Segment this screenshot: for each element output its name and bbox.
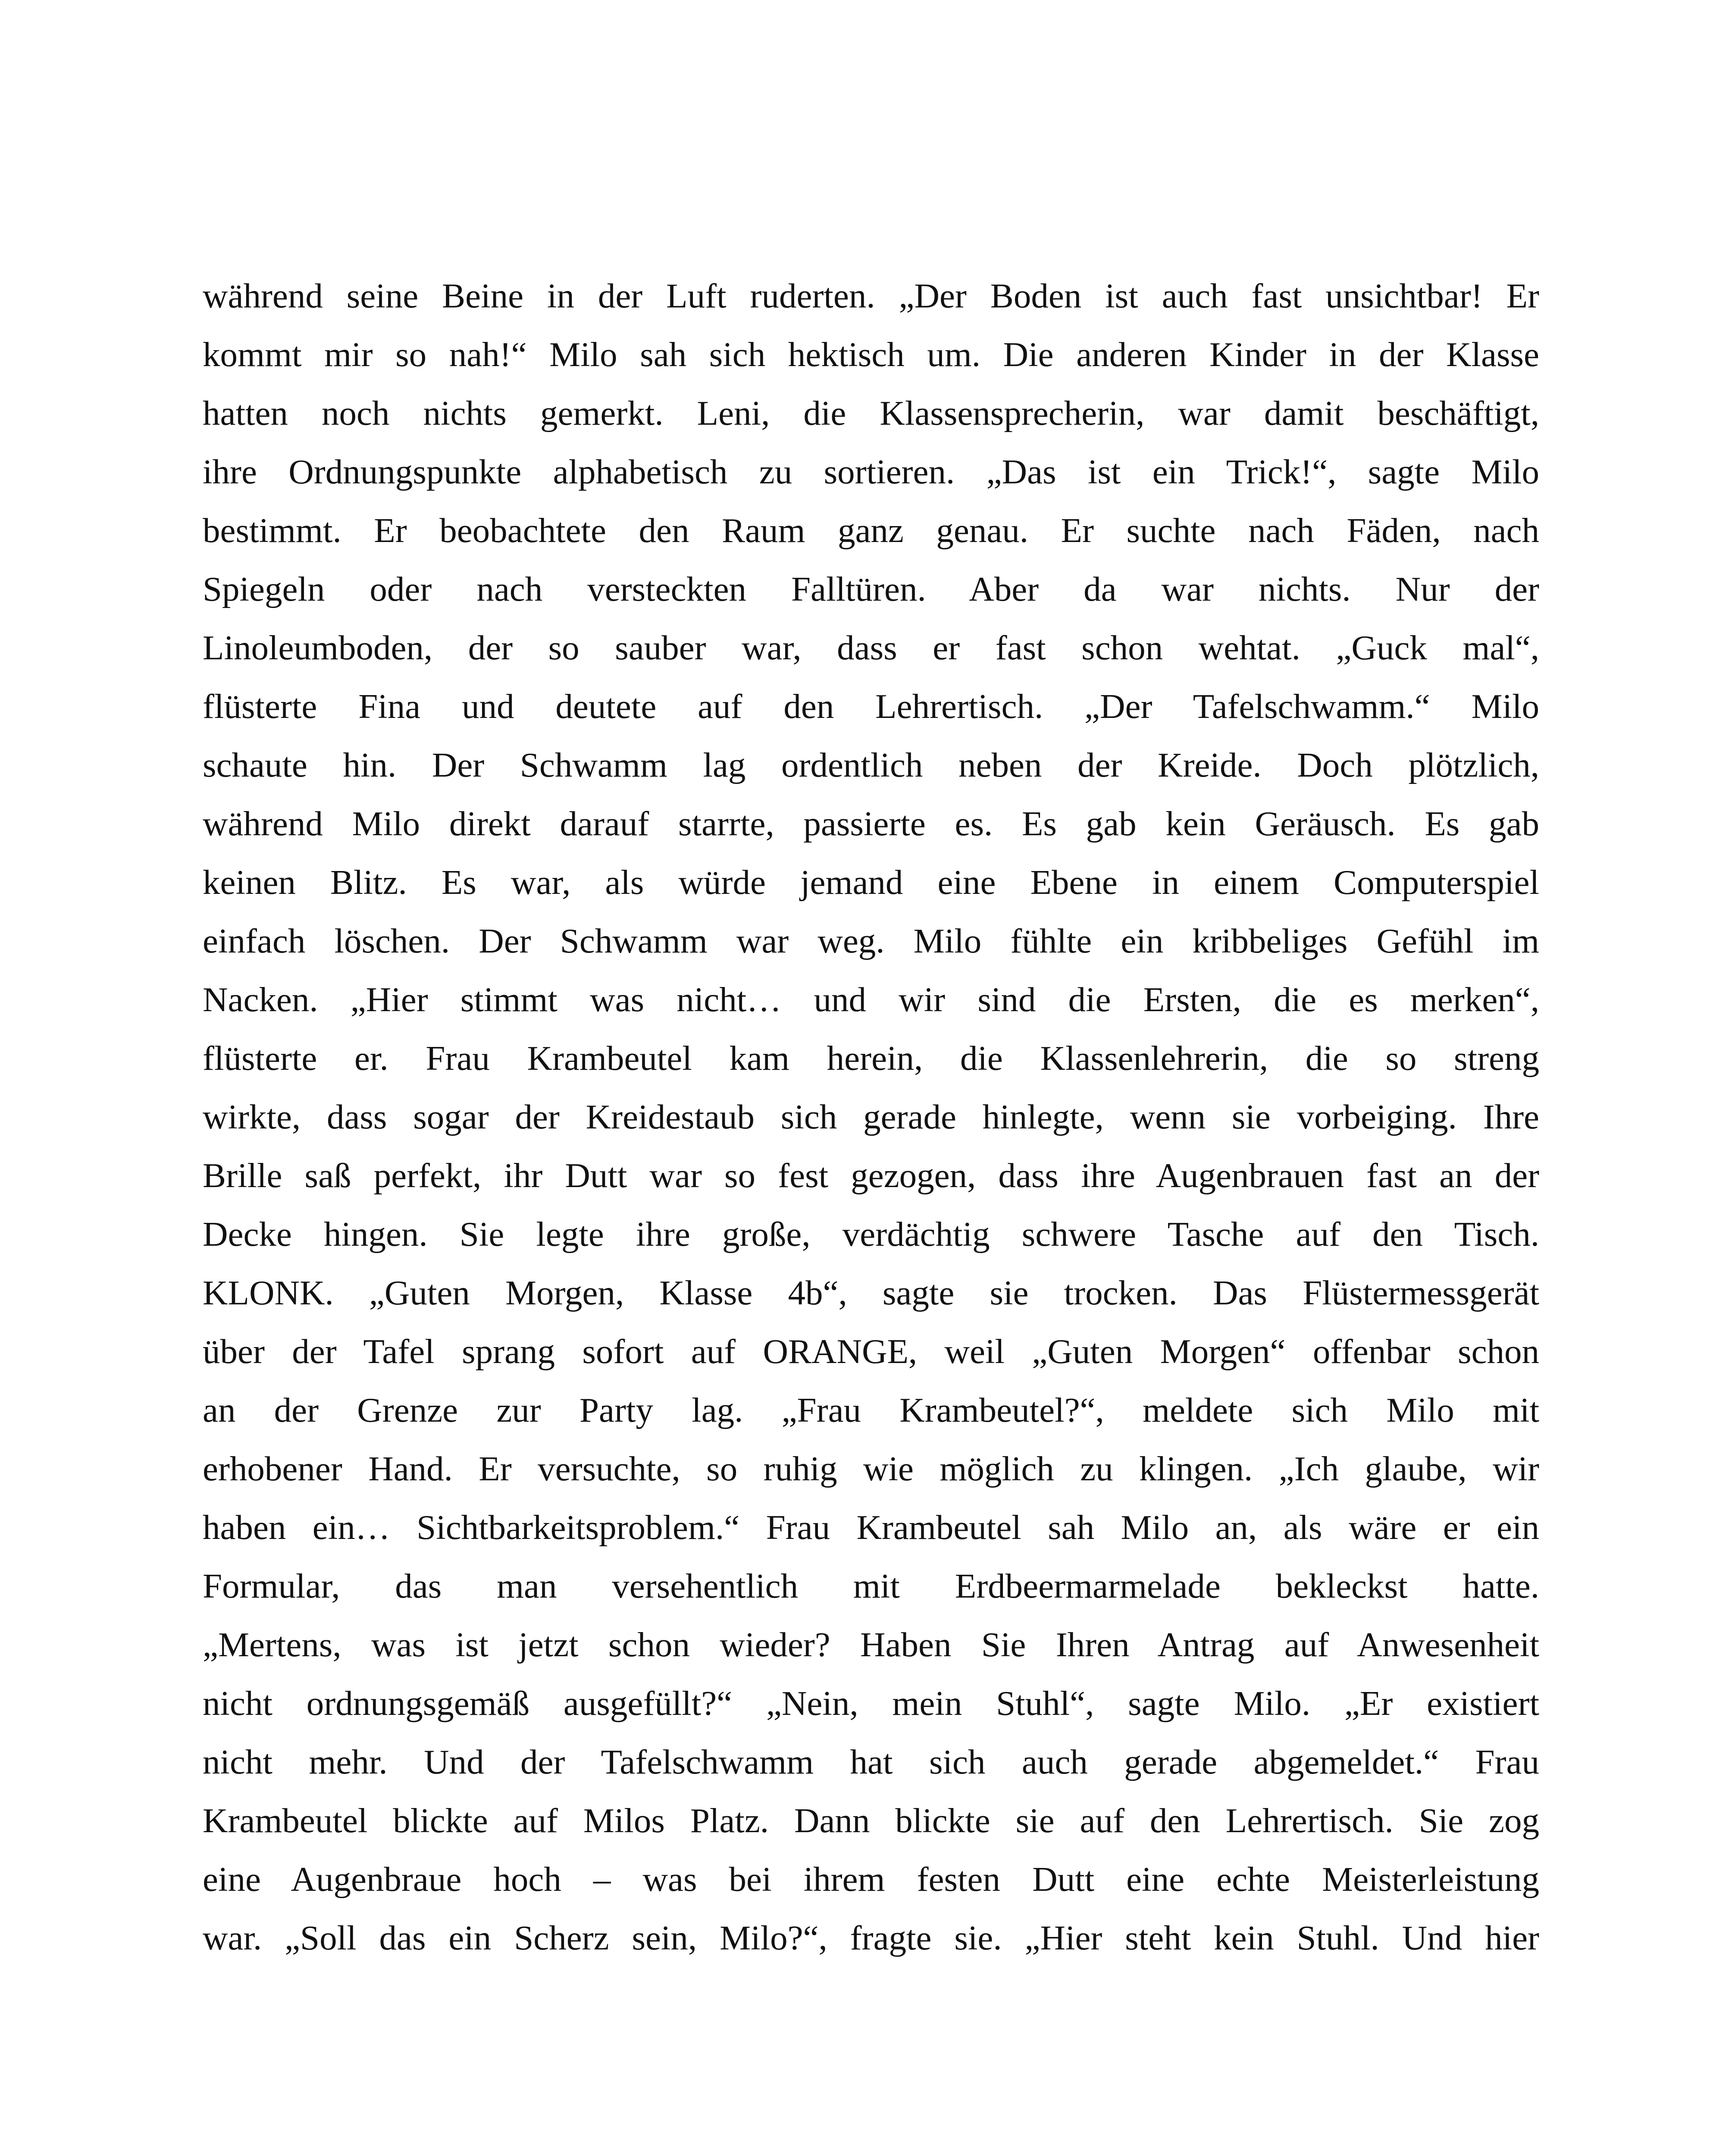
text-line: kommt mir so nah!“ Milo sah sich hektisch um. Die anderen Kinder in der Klasse xyxy=(203,335,1539,374)
text-line: Linoleumboden, der so sauber war, dass er fast schon wehtat. „Guck mal“, xyxy=(203,628,1539,667)
text-line: während Milo direkt darauf starrte, passierte es. Es gab kein Geräusch. Es gab xyxy=(203,804,1539,843)
text-line: war. „Soll das ein Scherz sein, Milo?“, fragte sie. „Hier steht kein Stuhl. Und hier xyxy=(203,1918,1539,1957)
text-line: einfach löschen. Der Schwamm war weg. Milo fühlte ein kribbeliges Gefühl im xyxy=(203,921,1539,960)
text-line: flüsterte Fina und deutete auf den Lehrertisch. „Der Tafelschwamm.“ Milo xyxy=(203,687,1539,726)
text-line: ihre Ordnungspunkte alphabetisch zu sortieren. „Das ist ein Trick!“, sagte Milo xyxy=(203,452,1539,491)
text-line: nicht ordnungsgemäß ausgefüllt?“ „Nein, mein Stuhl“, sagte Milo. „Er existiert xyxy=(203,1684,1539,1723)
text-line: Decke hingen. Sie legte ihre große, verdächtig schwere Tasche auf den Tisch. xyxy=(203,1215,1539,1253)
text-line: bestimmt. Er beobachtete den Raum ganz genau. Er suchte nach Fäden, nach xyxy=(203,511,1539,550)
text-line: über der Tafel sprang sofort auf ORANGE, weil „Guten Morgen“ offenbar schon xyxy=(203,1332,1539,1371)
text-line: erhobener Hand. Er versuchte, so ruhig wie möglich zu klingen. „Ich glaube, wir xyxy=(203,1449,1539,1488)
text-line: schaute hin. Der Schwamm lag ordentlich neben der Kreide. Doch plötzlich, xyxy=(203,746,1539,784)
text-line: KLONK. „Guten Morgen, Klasse 4b“, sagte sie trocken. Das Flüstermessgerät xyxy=(203,1273,1539,1312)
text-line: an der Grenze zur Party lag. „Frau Krambeutel?“, meldete sich Milo mit xyxy=(203,1391,1539,1429)
text-line: wirkte, dass sogar der Kreidestaub sich gerade hinlegte, wenn sie vorbeiging. Ihre xyxy=(203,1097,1539,1136)
text-line: Brille saß perfekt, ihr Dutt war so fest gezogen, dass ihre Augenbrauen fast an der xyxy=(203,1156,1539,1195)
text-line: eine Augenbraue hoch – was bei ihrem festen Dutt eine echte Meisterleistung xyxy=(203,1860,1539,1899)
text-line: Spiegeln oder nach versteckten Falltüren. Aber da war nichts. Nur der xyxy=(203,570,1539,608)
body-text xyxy=(203,266,1539,1967)
text-line: „Mertens, was ist jetzt schon wieder? Haben Sie Ihren Antrag auf Anwesenheit xyxy=(203,1625,1539,1664)
text-line: nicht mehr. Und der Tafelschwamm hat sich auch gerade abgemeldet.“ Frau xyxy=(203,1742,1539,1781)
text-line: flüsterte er. Frau Krambeutel kam herein, die Klassenlehrerin, die so streng xyxy=(203,1039,1539,1078)
text-line: keinen Blitz. Es war, als würde jemand eine Ebene in einem Computerspiel xyxy=(203,863,1539,902)
text-line: Nacken. „Hier stimmt was nicht… und wir sind die Ersten, die es merken“, xyxy=(203,980,1539,1019)
text-line: haben ein… Sichtbarkeitsproblem.“ Frau Krambeutel sah Milo an, als wäre er ein xyxy=(203,1508,1539,1547)
text-line: während seine Beine in der Luft ruderten. „Der Boden ist auch fast unsichtbar! Er xyxy=(203,276,1539,315)
text-line: Krambeutel blickte auf Milos Platz. Dann blickte sie auf den Lehrertisch. Sie zog xyxy=(203,1801,1539,1840)
text-line: hatten noch nichts gemerkt. Leni, die Klassensprecherin, war damit beschäftigt, xyxy=(203,394,1539,432)
text-line: Formular, das man versehentlich mit Erdbeermarmelade bekleckst hatte. xyxy=(203,1567,1539,1605)
